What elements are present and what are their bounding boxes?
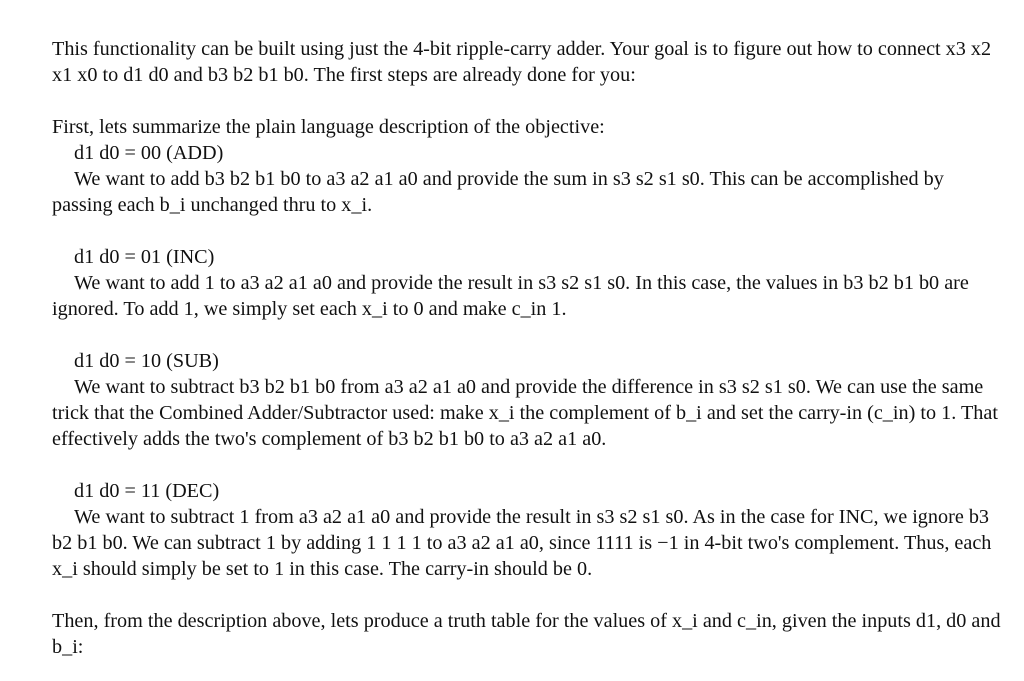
case-sub <box>52 348 1002 452</box>
case-add-body: We want to add b3 b2 b1 b0 to a3 a2 a1 a0 and provide the sum in s3 s2 s1 s0. This can be accomplished by passing each b_i unchanged thru to x_i. <box>52 168 944 216</box>
paragraph-gap <box>52 582 1002 608</box>
case-sub-heading: d1 d0 = 10 (SUB) <box>74 350 219 372</box>
case-inc-heading: d1 d0 = 01 (INC) <box>74 246 215 268</box>
paragraph-gap <box>52 218 1002 244</box>
paragraph-gap <box>52 88 1002 114</box>
paragraph-gap <box>52 322 1002 348</box>
case-dec-heading: d1 d0 = 11 (DEC) <box>74 480 220 502</box>
case-dec <box>52 478 1002 582</box>
intro-paragraph: This functionality can be built using just the 4-bit ripple-carry adder. Your goal is to figure out how to connect x3 x2 x1 x0 to d1 d0 and b3 b2 b1 b0. The first steps are already done for you: <box>52 38 992 86</box>
paragraph-gap <box>52 452 1002 478</box>
conclusion-paragraph: Then, from the description above, lets produce a truth table for the values of x_i and c_in, given the inputs d1, d0 and b_i: <box>52 610 1001 658</box>
case-dec-body: We want to subtract 1 from a3 a2 a1 a0 and provide the result in s3 s2 s1 s0. As in the case for INC, we ignore b3 b2 b1 b0. We can subtract 1 by adding 1 1 1 1 to a3 a2 a1 a0, since 1111 is −1 in 4-bit two's complement. Thus, each x_i should simply be set to 1 in this case. The carry-in should be 0. <box>52 506 992 580</box>
document-body <box>52 36 1002 660</box>
case-add <box>52 140 1002 218</box>
summary-intro: First, lets summarize the plain language description of the objective: <box>52 116 605 138</box>
case-inc-body: We want to add 1 to a3 a2 a1 a0 and provide the result in s3 s2 s1 s0. In this case, the values in b3 b2 b1 b0 are ignored. To add 1, we simply set each x_i to 0 and make c_in 1. <box>52 272 969 320</box>
case-sub-body: We want to subtract b3 b2 b1 b0 from a3 a2 a1 a0 and provide the difference in s3 s2 s1 s0. We can use the same trick that the Combined Adder/Subtractor used: make x_i the complement of b_i and set the carry-in (c_in) to 1. That effectively adds the two's complement of b3 b2 b1 b0 to a3 a2 a1 a0. <box>52 376 998 450</box>
case-inc <box>52 244 1002 322</box>
case-add-heading: d1 d0 = 00 (ADD) <box>74 142 224 164</box>
